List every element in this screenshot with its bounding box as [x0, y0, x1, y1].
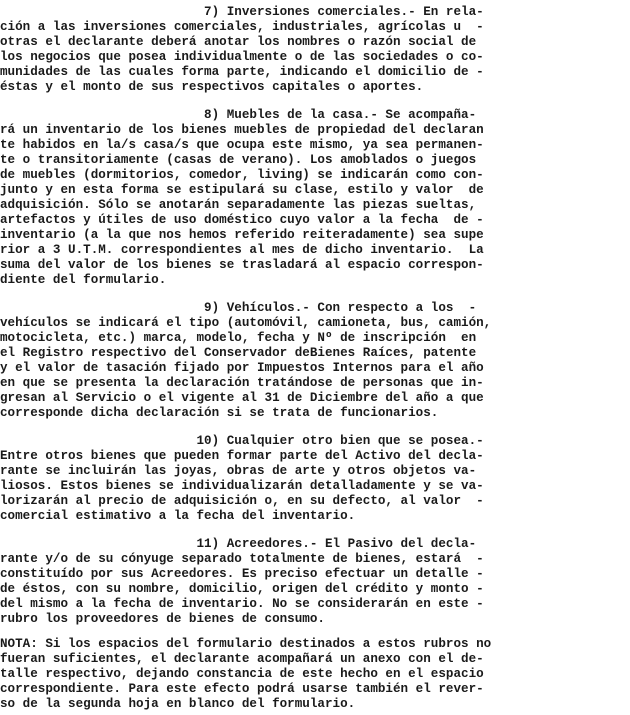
text-line: Entre otros bienes que pueden formar parte del Activo del decla- [0, 449, 484, 463]
text-line: el Registro respectivo del Conservador deBienes Raíces, patente [0, 346, 477, 360]
text-line: rubro los proveedores de bienes de consumo. [0, 612, 325, 626]
text-line: ción a las inversiones comerciales, industriales, agrícolas u - [0, 20, 484, 34]
text-line: rante se incluirán las joyas, obras de arte y otros objetos va- [0, 464, 477, 478]
text-line: y el valor de tasación fijado por Impuestos Internos para el año [0, 361, 484, 375]
text-line: en que se presenta la declaración tratándose de personas que in- [0, 376, 484, 390]
text-line: motocicleta, etc.) marca, modelo, fecha y Nº de inscripción en [0, 331, 477, 345]
text-line: rá un inventario de los bienes muebles de propiedad del declaran [0, 123, 484, 137]
text-line: 10) Cualquier otro bien que se posea.- [0, 434, 484, 448]
text-line: inventario (a la que nos hemos referido reiteradamente) sea supe [0, 228, 484, 242]
text-line: de muebles (dormitorios, comedor, living) se indicarán como con- [0, 168, 484, 182]
text-line: gresan al Servicio o el vigente al 31 de Diciembre del año a que [0, 391, 484, 405]
text-line: del mismo a la fecha de inventario. No se considerarán en este - [0, 597, 484, 611]
text-line: 9) Vehículos.- Con respecto a los - [0, 301, 477, 315]
text-line: rante y/o de su cónyuge separado totalmente de bienes, estará - [0, 552, 484, 566]
text-line: los negocios que posea individualmente o de las sociedades o co- [0, 50, 484, 64]
text-line: liosos. Estos bienes se individualizarán detalladamente y se va- [0, 479, 484, 493]
text-line: de éstos, con su nombre, domicilio, origen del crédito y monto - [0, 582, 484, 596]
text-line: comercial estimativo a la fecha del inventario. [0, 509, 356, 523]
text-line: corresponde dicha declaración si se trata de funcionarios. [0, 406, 439, 420]
text-line: te o transitoriamente (casas de verano). Los amoblados o juegos [0, 153, 477, 167]
text-line: NOTA: Si los espacios del formulario destinados a estos rubros no [0, 637, 492, 651]
text-line: otras el declarante deberá anotar los nombres o razón social de [0, 35, 477, 49]
text-line: 7) Inversiones comerciales.- En rela- [0, 5, 484, 19]
text-line: adquisición. Sólo se anotarán separadamente las piezas sueltas, [0, 198, 477, 212]
text-line: 11) Acreedores.- El Pasivo del decla- [0, 537, 477, 551]
text-line: so de la segunda hoja en blanco del formulario. [0, 697, 356, 711]
text-line: diente del formulario. [0, 273, 167, 287]
text-line: lorizarán al precio de adquisición o, en su defecto, al valor - [0, 494, 484, 508]
text-line: rior a 3 U.T.M. correspondientes al mes de dicho inventario. La [0, 243, 484, 257]
text-line: junto y en esta forma se estipulará su clase, estilo y valor de [0, 183, 484, 197]
text-line: te habidos en la/s casa/s que ocupa este mismo, ya sea permanen- [0, 138, 484, 152]
text-line: éstas y el monto de sus respectivos capitales o aportes. [0, 80, 424, 94]
text-line: fueran suficientes, el declarante acompañará un anexo con el de- [0, 652, 484, 666]
text-line: constituído por sus Acreedores. Es preciso efectuar un detalle - [0, 567, 484, 581]
text-line: correspondiente. Para este efecto podrá usarse también el rever- [0, 682, 484, 696]
text-line: talle respectivo, dejando constancia de este hecho en el espacio [0, 667, 484, 681]
text-line: artefactos y útiles de uso doméstico cuyo valor a la fecha de - [0, 213, 484, 227]
text-line: suma del valor de los bienes se trasladará al espacio correspon- [0, 258, 484, 272]
text-line: munidades de las cuales forma parte, indicando el domicilio de - [0, 65, 484, 79]
text-line: vehículos se indicará el tipo (automóvil, camioneta, bus, camión, [0, 316, 492, 330]
text-line: 8) Muebles de la casa.- Se acompaña- [0, 108, 477, 122]
